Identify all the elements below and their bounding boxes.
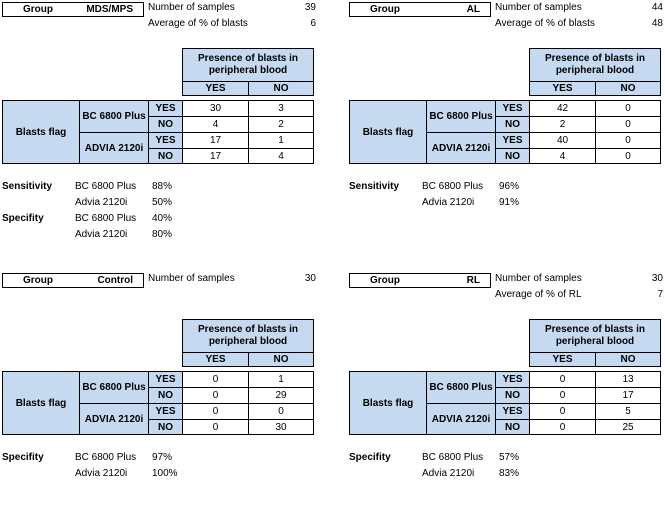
col-header-no: NO [248, 81, 314, 96]
table-cell: 0 [529, 371, 596, 388]
table-cell: 4 [248, 148, 314, 164]
meta-value: 6 [310, 18, 316, 29]
presence-header: Presence of blasts in peripheral blood [529, 319, 661, 353]
stat-device: Advia 2120i [422, 468, 475, 479]
presence-header: Presence of blasts in peripheral blood [182, 48, 314, 82]
device-advia: ADVIA 2120i [426, 132, 496, 164]
device-advia: ADVIA 2120i [79, 403, 149, 435]
col-header-yes: YES [529, 352, 596, 367]
stat-device: Advia 2120i [75, 229, 128, 240]
stat-value: 97% [152, 452, 173, 463]
table-panel [349, 2, 665, 238]
group-box [349, 2, 491, 17]
meta-line [495, 18, 663, 32]
blasts-flag-label: Blasts flag [2, 100, 80, 164]
stat-device: BC 6800 Plus [422, 452, 484, 463]
stat-value: 57% [499, 452, 520, 463]
stat-value: 80% [152, 229, 173, 240]
group-label: Group [23, 4, 53, 15]
group-label: Group [23, 275, 53, 286]
meta-label: Number of samples [495, 273, 582, 284]
row-label-no: NO [495, 387, 530, 404]
stat-value: 40% [152, 213, 173, 224]
table-cell: 1 [248, 132, 314, 149]
table-cell: 4 [182, 116, 249, 133]
stat-value: 50% [152, 197, 173, 208]
table-cell: 2 [248, 116, 314, 133]
meta-line [148, 273, 316, 287]
table-cell: 25 [595, 419, 661, 435]
device-advia: ADVIA 2120i [426, 403, 496, 435]
col-header-yes: YES [182, 81, 249, 96]
blasts-flag-label: Blasts flag [2, 371, 80, 435]
table-panel [2, 273, 318, 509]
table-cell: 30 [248, 419, 314, 435]
table-cell: 0 [595, 132, 661, 149]
table-cell: 0 [182, 419, 249, 435]
table-cell: 0 [529, 403, 596, 420]
meta-value: 44 [651, 2, 663, 13]
table-cell: 17 [182, 148, 249, 164]
presence-header: Presence of blasts in peripheral blood [182, 319, 314, 353]
row-label-no: NO [495, 419, 530, 435]
stat-device: BC 6800 Plus [75, 181, 137, 192]
row-label-yes: YES [495, 132, 530, 149]
row-label-yes: YES [148, 403, 183, 420]
table-cell: 42 [529, 100, 596, 117]
device-bc6800: BC 6800 Plus [426, 371, 496, 404]
stat-value: 100% [152, 468, 178, 479]
group-name: AL [466, 4, 480, 15]
meta-label: Number of samples [495, 2, 582, 13]
table-cell: 1 [248, 371, 314, 388]
table-cell: 2 [529, 116, 596, 133]
stat-value: 91% [499, 197, 520, 208]
table-cell: 29 [248, 387, 314, 404]
table-cell: 0 [248, 403, 314, 420]
table-cell: 0 [182, 403, 249, 420]
meta-line [495, 273, 663, 287]
meta-value: 30 [651, 273, 663, 284]
meta-line [148, 18, 316, 32]
meta-label: Average of % of blasts [495, 18, 595, 29]
stat-label: Specifity [2, 452, 44, 463]
device-advia: ADVIA 2120i [79, 132, 149, 164]
stat-label: Specifity [349, 452, 391, 463]
row-label-yes: YES [495, 403, 530, 420]
stat-label: Specifity [2, 213, 44, 224]
col-header-yes: YES [529, 81, 596, 96]
presence-header: Presence of blasts in peripheral blood [529, 48, 661, 82]
table-cell: 0 [595, 116, 661, 133]
stat-device: Advia 2120i [75, 468, 128, 479]
col-header-no: NO [248, 352, 314, 367]
row-label-yes: YES [148, 371, 183, 388]
stat-value: 83% [499, 468, 520, 479]
stat-device: BC 6800 Plus [75, 452, 137, 463]
table-cell: 5 [595, 403, 661, 420]
table-cell: 0 [182, 371, 249, 388]
device-bc6800: BC 6800 Plus [426, 100, 496, 133]
group-name: RL [466, 275, 480, 286]
row-label-yes: YES [148, 132, 183, 149]
table-cell: 40 [529, 132, 596, 149]
table-cell: 17 [182, 132, 249, 149]
blasts-flag-label: Blasts flag [349, 100, 427, 164]
group-box [2, 2, 144, 17]
table-cell: 0 [182, 387, 249, 404]
table-cell: 4 [529, 148, 596, 164]
row-label-no: NO [148, 419, 183, 435]
col-header-no: NO [595, 81, 661, 96]
row-label-yes: YES [148, 100, 183, 117]
table-cell: 3 [248, 100, 314, 117]
row-label-no: NO [495, 116, 530, 133]
stat-device: Advia 2120i [422, 197, 475, 208]
table-cell: 0 [595, 100, 661, 117]
blasts-flag-label: Blasts flag [349, 371, 427, 435]
group-name: MDS/MPS [86, 4, 133, 15]
table-cell: 0 [529, 387, 596, 404]
row-label-no: NO [148, 116, 183, 133]
stat-device: BC 6800 Plus [422, 181, 484, 192]
stat-value: 96% [499, 181, 520, 192]
meta-line [495, 289, 663, 303]
col-header-yes: YES [182, 352, 249, 367]
table-cell: 30 [182, 100, 249, 117]
row-label-no: NO [148, 387, 183, 404]
meta-label: Average of % of RL [495, 289, 582, 300]
table-panel [349, 273, 665, 509]
group-label: Group [370, 4, 400, 15]
row-label-no: NO [495, 148, 530, 164]
table-cell: 13 [595, 371, 661, 388]
group-label: Group [370, 275, 400, 286]
stat-label: Sensitivity [2, 181, 53, 192]
stat-label: Sensitivity [349, 181, 400, 192]
meta-label: Average of % of blasts [148, 18, 248, 29]
device-bc6800: BC 6800 Plus [79, 100, 149, 133]
meta-line [148, 2, 316, 16]
device-bc6800: BC 6800 Plus [79, 371, 149, 404]
meta-value: 39 [304, 2, 316, 13]
meta-value: 7 [657, 289, 663, 300]
meta-value: 48 [651, 18, 663, 29]
row-label-yes: YES [495, 371, 530, 388]
table-panel [2, 2, 318, 238]
stat-value: 88% [152, 181, 173, 192]
group-box [349, 273, 491, 288]
row-label-no: NO [148, 148, 183, 164]
col-header-no: NO [595, 352, 661, 367]
row-label-yes: YES [495, 100, 530, 117]
meta-line [495, 2, 663, 16]
meta-value: 30 [304, 273, 316, 284]
table-cell: 0 [595, 148, 661, 164]
meta-label: Number of samples [148, 273, 235, 284]
stat-device: BC 6800 Plus [75, 213, 137, 224]
group-box [2, 273, 144, 288]
meta-label: Number of samples [148, 2, 235, 13]
group-name: Control [97, 275, 133, 286]
stat-device: Advia 2120i [75, 197, 128, 208]
table-cell: 17 [595, 387, 661, 404]
table-cell: 0 [529, 419, 596, 435]
